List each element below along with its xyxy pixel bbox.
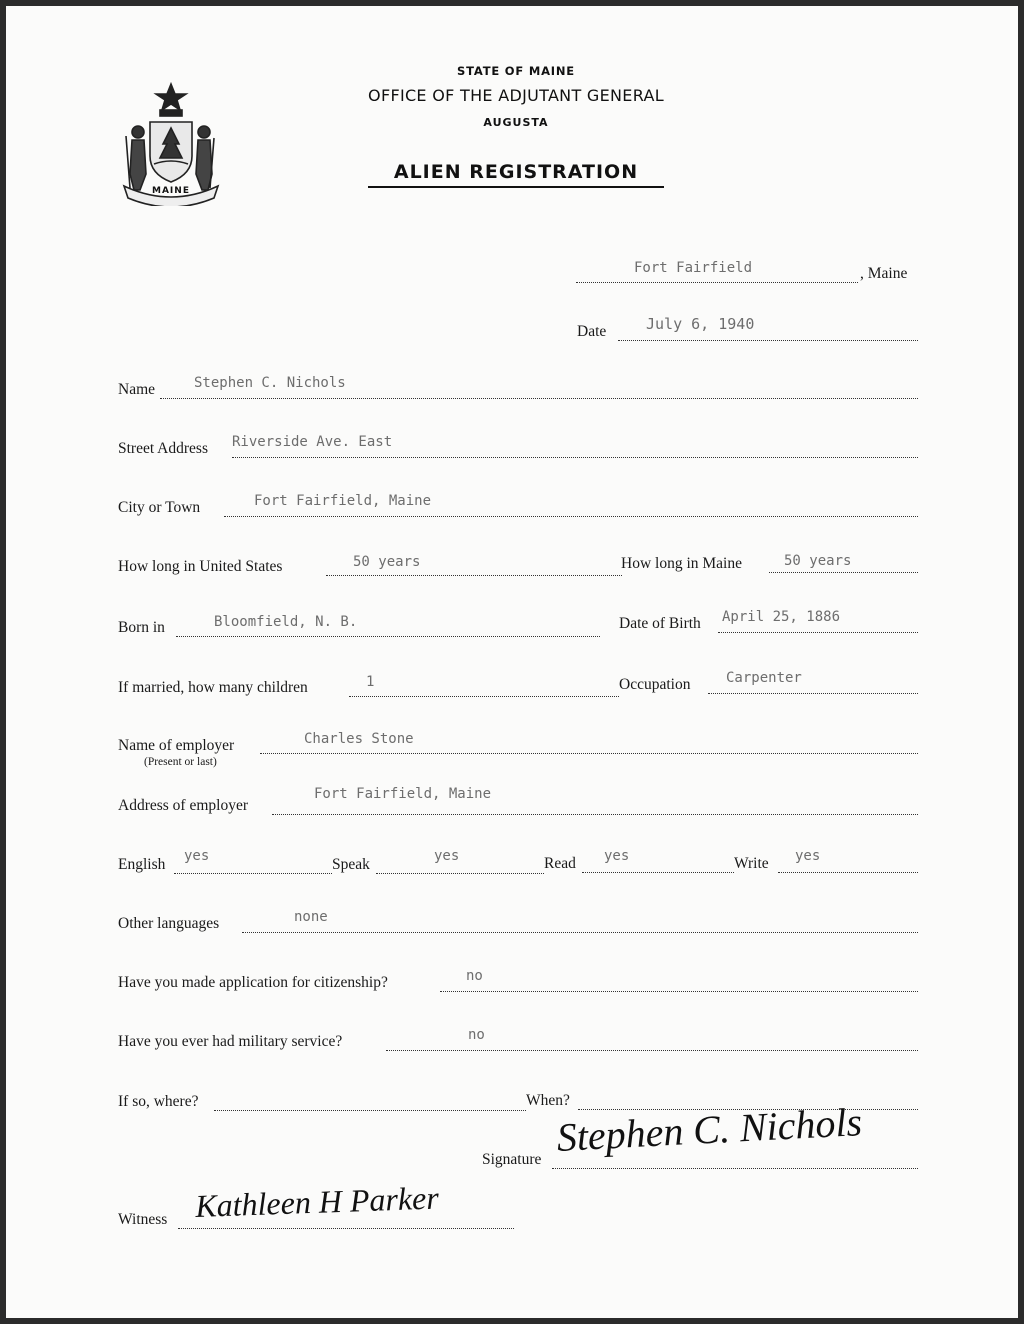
where-label: If so, where? [118, 1093, 199, 1110]
employer-address-label: Address of employer [118, 797, 248, 814]
english-value: yes [184, 848, 210, 864]
years-maine-value: 50 years [784, 553, 852, 569]
when-label: When? [526, 1092, 570, 1109]
registration-form [6, 6, 1018, 1318]
born-in-value: Bloomfield, N. B. [214, 614, 358, 630]
children-label: If married, how many children [118, 679, 308, 696]
city-label: City or Town [118, 499, 201, 516]
speak-value: yes [434, 848, 460, 864]
other-languages-value: none [294, 909, 328, 925]
city-heading: AUGUSTA [483, 116, 549, 129]
birth-date-label: Date of Birth [619, 615, 701, 632]
office-heading: OFFICE OF THE ADJUTANT GENERAL [368, 86, 664, 105]
military-label: Have you ever had military service? [118, 1033, 343, 1050]
read-value: yes [604, 848, 630, 864]
employer-note: (Present or last) [144, 756, 217, 768]
street-address-value: Riverside Ave. East [232, 434, 393, 450]
children-value: 1 [366, 674, 375, 690]
date-value: July 6, 1940 [646, 315, 755, 333]
state-heading: STATE OF MAINE [457, 64, 575, 78]
employer-value: Charles Stone [304, 731, 414, 747]
place-suffix: , Maine [860, 265, 908, 282]
speak-label: Speak [332, 856, 370, 873]
years-us-value: 50 years [353, 554, 421, 570]
witness-label: Witness [118, 1211, 168, 1228]
state-seal [116, 78, 226, 206]
english-label: English [118, 856, 166, 873]
read-label: Read [544, 855, 576, 872]
citizenship-label: Have you made application for citizenship? [118, 974, 388, 991]
military-value: no [468, 1027, 485, 1043]
street-address-label: Street Address [118, 440, 208, 457]
witness-handwriting: Kathleen H Parker [194, 1179, 440, 1225]
employer-address-value: Fort Fairfield, Maine [314, 786, 492, 802]
place-value: Fort Fairfield [634, 260, 753, 276]
citizenship-value: no [466, 968, 483, 984]
form-title: ALIEN REGISTRATION [368, 161, 664, 188]
city-value: Fort Fairfield, Maine [254, 493, 432, 509]
birth-date-value: April 25, 1886 [722, 609, 841, 625]
born-in-label: Born in [118, 619, 165, 636]
write-label: Write [734, 855, 769, 872]
signature-handwriting: Stephen C. Nichols [555, 1099, 864, 1161]
years-us-label: How long in United States [118, 558, 283, 575]
name-label: Name [118, 381, 156, 398]
signature-label: Signature [482, 1151, 542, 1168]
name-value: Stephen C. Nichols [194, 375, 346, 391]
occupation-label: Occupation [619, 676, 691, 693]
employer-label: Name of employer [118, 737, 235, 754]
write-value: yes [795, 848, 821, 864]
date-label: Date [577, 323, 607, 340]
other-languages-label: Other languages [118, 915, 220, 932]
years-maine-label: How long in Maine [621, 555, 742, 572]
seal-motto: MAINE [152, 186, 190, 196]
occupation-value: Carpenter [726, 670, 802, 686]
